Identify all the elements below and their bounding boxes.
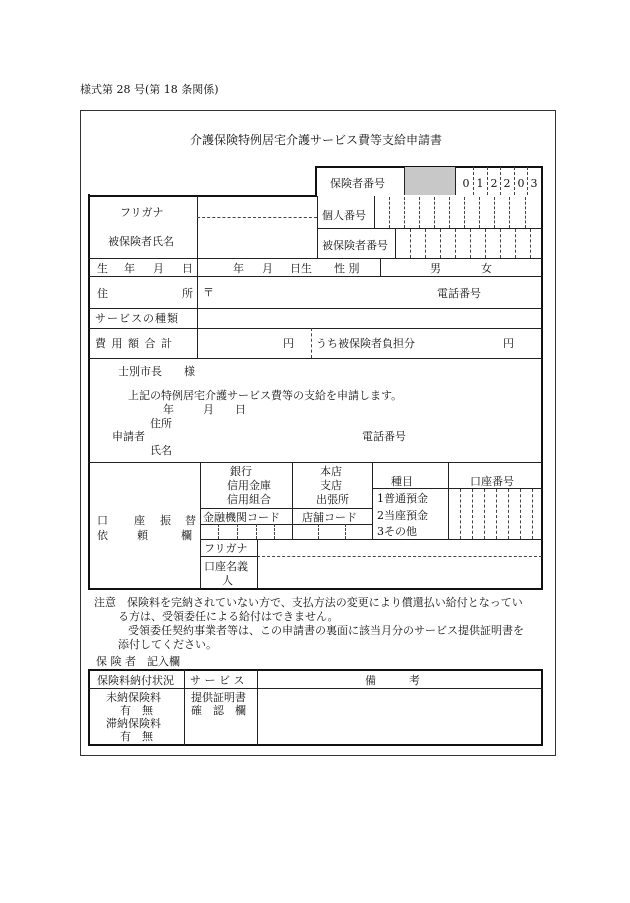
birth-day-label: 日生 <box>290 262 312 275</box>
remarks-label: 備 考 <box>365 674 420 687</box>
applicant-label: 申請者 <box>112 430 145 443</box>
date-day: 日 <box>235 403 246 416</box>
applicant-phone-label: 電話番号 <box>362 430 406 443</box>
address-char: 所 <box>182 287 193 300</box>
yen-unit: 円 <box>503 337 514 350</box>
payment-status-label: 保険料納付状況 <box>97 674 174 687</box>
bank-type: 信用金庫 <box>227 479 271 492</box>
note-line: 受領委任契約事業者等は、この申請書の裏面に該当月分のサービス提供証明書を <box>128 624 524 637</box>
cert-line2: 確 認 欄 <box>191 704 246 717</box>
holder-furigana-label: フリガナ <box>204 542 248 555</box>
service-label: サ ー ビ ス <box>190 674 245 687</box>
form-number: 様式第 28 号(第 18 条関係) <box>80 83 219 96</box>
sex-label: 性 別 <box>334 262 360 275</box>
form-title: 介護保険特例居宅介護サービス費等支給申請書 <box>190 133 443 147</box>
insurer-digit: 3 <box>530 177 538 190</box>
insurer-digit: 0 <box>462 177 470 190</box>
insured-number-label: 被保険者番号 <box>322 239 388 252</box>
postal-mark: 〒 <box>203 286 214 299</box>
applicant-name-label: 氏名 <box>150 444 172 457</box>
unpaid-label: 未納保険料 <box>106 691 161 704</box>
delinquent-label: 滞納保険料 <box>106 717 161 730</box>
cert-line1: 提供証明書 <box>191 691 246 704</box>
birth-month-label: 月 <box>262 262 273 275</box>
birth-char: 生 <box>97 262 108 275</box>
main-table-top-mask <box>87 164 316 194</box>
note-line: 注意 保険料を完納されていない方で、支払方法の変更により償還払い給付となってい <box>94 596 523 609</box>
insurer-gray-cell <box>404 167 456 195</box>
insured-name-label: 被保険者氏名 <box>108 235 174 248</box>
female-option: 女 <box>481 262 492 275</box>
birth-char: 月 <box>153 262 164 275</box>
branch-code-label: 店舗コード <box>302 511 357 524</box>
bank-label-char: 座 <box>134 514 145 527</box>
insurer-digit: 0 <box>517 177 525 190</box>
date-month: 月 <box>203 403 214 416</box>
insurer-digit: 2 <box>490 177 498 190</box>
birth-char: 年 <box>124 262 135 275</box>
phone-label: 電話番号 <box>437 287 481 300</box>
yen-unit: 円 <box>283 337 294 350</box>
holder-name-label-suffix: 人 <box>222 574 233 587</box>
account-kind: 2当座預金 <box>377 509 428 522</box>
account-number-label: 口座番号 <box>470 475 514 488</box>
delinquent-yn: 有 無 <box>120 730 153 743</box>
male-option: 男 <box>430 262 441 275</box>
birth-year-label: 年 <box>233 262 244 275</box>
mayor-address: 士別市長 様 <box>118 365 195 378</box>
personal-number-label: 個人番号 <box>322 209 366 222</box>
branch-type: 本店 <box>320 465 342 478</box>
account-kind: 3その他 <box>377 525 417 538</box>
address-char: 住 <box>97 287 108 300</box>
request-label-char: 頼 <box>137 529 148 542</box>
insurer-digit: 1 <box>476 177 484 190</box>
insurer-digit: 2 <box>503 177 511 190</box>
bank-label-char: 替 <box>185 514 196 527</box>
statement: 上記の特例居宅介護サービス費等の支給を申請します。 <box>128 389 403 402</box>
cost-total-label: 費 用 額 合 計 <box>95 337 173 350</box>
request-label-char: 欄 <box>181 529 192 542</box>
applicant-address-label: 住所 <box>150 417 172 430</box>
unpaid-yn: 有 無 <box>120 704 153 717</box>
branch-type: 支店 <box>320 479 342 492</box>
main-table <box>88 166 543 590</box>
furigana-label: フリガナ <box>120 206 164 219</box>
bank-type: 信用組合 <box>227 493 271 506</box>
bank-label-char: 振 <box>160 514 171 527</box>
request-label-char: 依 <box>97 529 108 542</box>
bank-type: 銀行 <box>230 465 252 478</box>
bank-label-char: 口 <box>97 514 108 527</box>
account-kind: 1普通預金 <box>377 492 428 505</box>
holder-name-label: 口座名義 <box>204 560 248 573</box>
copay-label: うち被保険者負担分 <box>316 337 415 350</box>
account-kind-label: 種目 <box>391 475 413 488</box>
note-line: 添付してください。 <box>118 638 217 651</box>
bank-code-label: 金融機関コード <box>203 511 280 524</box>
insurer-number-label: 保険者番号 <box>330 177 385 190</box>
date-year: 年 <box>163 403 174 416</box>
birth-char: 日 <box>182 262 193 275</box>
service-type-label: サービスの種類 <box>95 312 179 325</box>
note-line: る方は、受領委任による給付はできません。 <box>118 610 339 623</box>
insurer-section-title: 保 険 者 記入欄 <box>96 655 180 668</box>
branch-type: 出張所 <box>316 493 349 506</box>
